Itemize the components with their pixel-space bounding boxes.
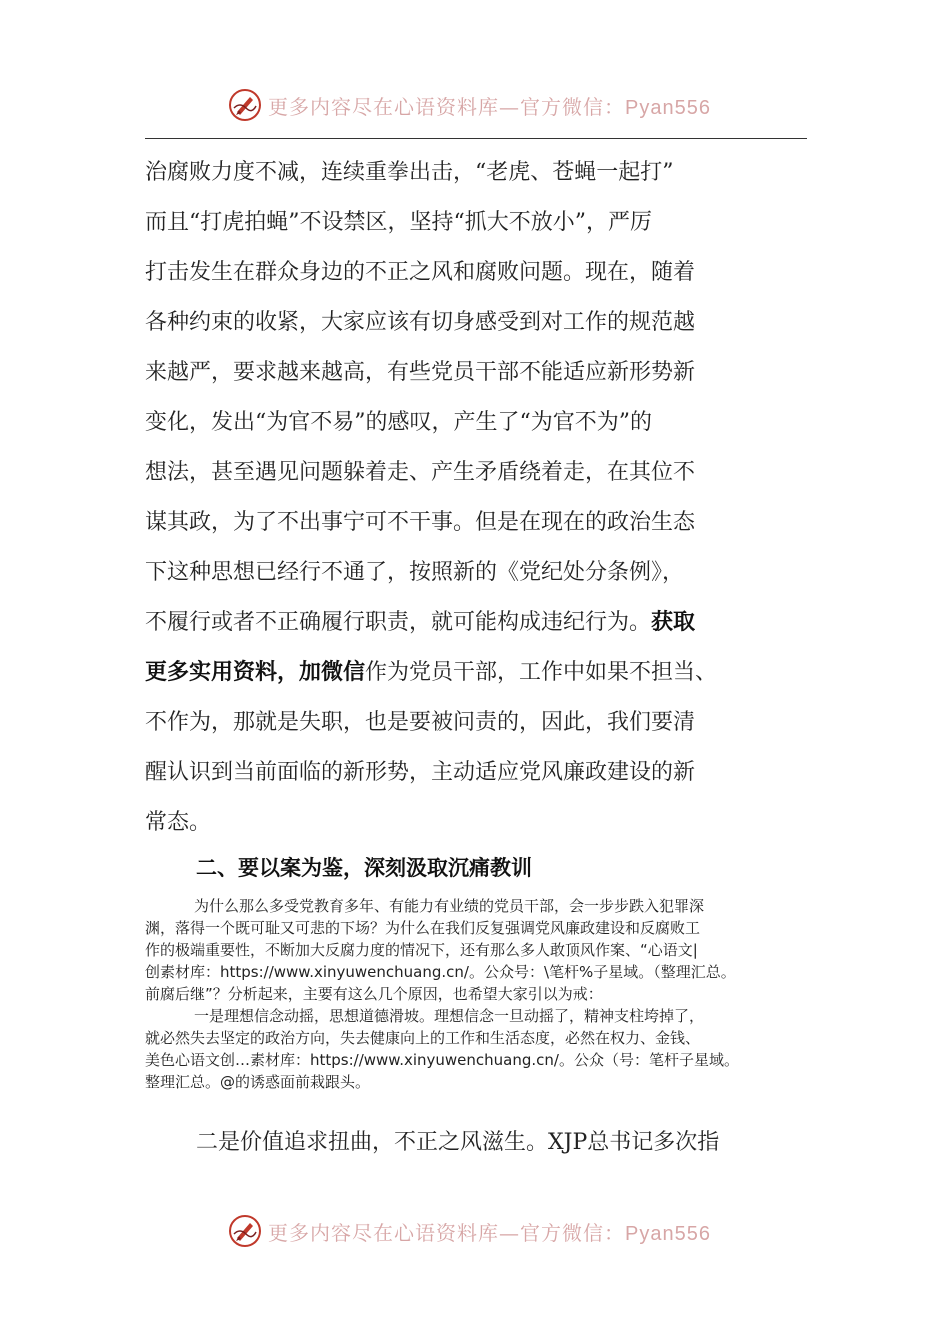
footer-brand-text: 更多内容尽在心语资料库—官方微信：Pyan556 bbox=[268, 1220, 711, 1245]
body-line: 更多实用资料，加微信作为党员干部，工作中如果不担当、 bbox=[145, 660, 718, 685]
pen-scroll-icon bbox=[228, 88, 262, 122]
body-line: 常态。 bbox=[145, 810, 212, 835]
footer-brand bbox=[228, 1214, 711, 1248]
body-line: 谋其政，为了不出事宁可不干事。但是在现在的政治生态 bbox=[145, 510, 696, 535]
page-header bbox=[0, 86, 950, 126]
body-line: 醒认识到当前面临的新形势，主动适应党风廉政建设的新 bbox=[145, 760, 696, 785]
section-heading: 二、要以案为鉴，深刻汲取沉痛教训 bbox=[196, 856, 532, 880]
small-line: 美色心语文创…素材库：https://www.xinyuwenchuang.cn/。公众（号：笔杆子星域。 bbox=[145, 1051, 739, 1069]
small-line: 作的极端重要性，不断加大反腐力度的情况下，还有那么多人敢顶风作案、“心语文| bbox=[145, 941, 698, 959]
small-line: 创素材库：https://www.xinyuwenchuang.cn/。公众号：\笔杆%子星域。（整理汇总。 bbox=[145, 963, 736, 981]
body-line: 不履行或者不正确履行职责，就可能构成违纪行为。获取 bbox=[145, 610, 696, 635]
footer-wechat-id: Pyan556 bbox=[625, 1222, 711, 1245]
body-line: 想法，甚至遇见问题躲着走、产生矛盾绕着走，在其位不 bbox=[145, 460, 696, 485]
small-line: 一是理想信念动摇，思想道德滑坡。理想信念一旦动摇了，精神支柱垮掉了， bbox=[194, 1007, 705, 1025]
body-line: 二是价值追求扭曲，不正之风滋生。XJP总书记多次指 bbox=[196, 1130, 720, 1155]
small-line: 就必然失去坚定的政治方向，失去健康向上的工作和生活态度，必然在权力、金钱、 bbox=[145, 1029, 701, 1047]
body-line: 变化，发出“为官不易”的感叹，产生了“为官不为”的 bbox=[145, 410, 652, 435]
body-line: 来越严，要求越来越高，有些党员干部不能适应新形势新 bbox=[145, 360, 696, 385]
body-line: 打击发生在群众身边的不正之风和腐败问题。现在，随着 bbox=[145, 260, 696, 285]
small-paragraph-block bbox=[145, 895, 815, 1093]
pen-scroll-icon bbox=[228, 1214, 262, 1248]
small-line: 整理汇总。@的诱惑面前栽跟头。 bbox=[145, 1073, 371, 1091]
header-brand-text: 更多内容尽在心语资料库—官方微信：Pyan556 bbox=[268, 94, 711, 119]
body-line: 各种约束的收紧，大家应该有切身感受到对工作的规范越 bbox=[145, 310, 696, 335]
small-line: 渊，落得一个既可耻又可悲的下场？为什么在我们反复强调党风廉政建设和反腐败工 bbox=[145, 919, 701, 937]
body-line: 而且“打虎拍蝇”不设禁区，坚持“抓大不放小”，严厉 bbox=[145, 210, 652, 235]
page-footer bbox=[0, 1212, 950, 1252]
promo-text: 获取 bbox=[651, 610, 696, 635]
small-line: 前腐后继”？分析起来，主要有这么几个原因，也希望大家引以为戒： bbox=[145, 985, 603, 1003]
main-body bbox=[145, 148, 815, 848]
body-line: 不作为，那就是失职，也是要被问责的，因此，我们要清 bbox=[145, 710, 696, 735]
header-wechat-id: Pyan556 bbox=[625, 96, 711, 119]
body-line: 下这种思想已经行不通了，按照新的《党纪处分条例》， bbox=[145, 560, 685, 585]
body-line: 治腐败力度不减，连续重拳出击，“老虎、苍蝇一起打” bbox=[145, 160, 674, 185]
promo-text: 更多实用资料，加微信 bbox=[145, 660, 366, 685]
header-divider bbox=[145, 138, 807, 139]
small-line: 为什么那么多受党教育多年、有能力有业绩的党员干部，会一步步跌入犯罪深 bbox=[194, 897, 705, 915]
header-brand bbox=[228, 88, 711, 122]
